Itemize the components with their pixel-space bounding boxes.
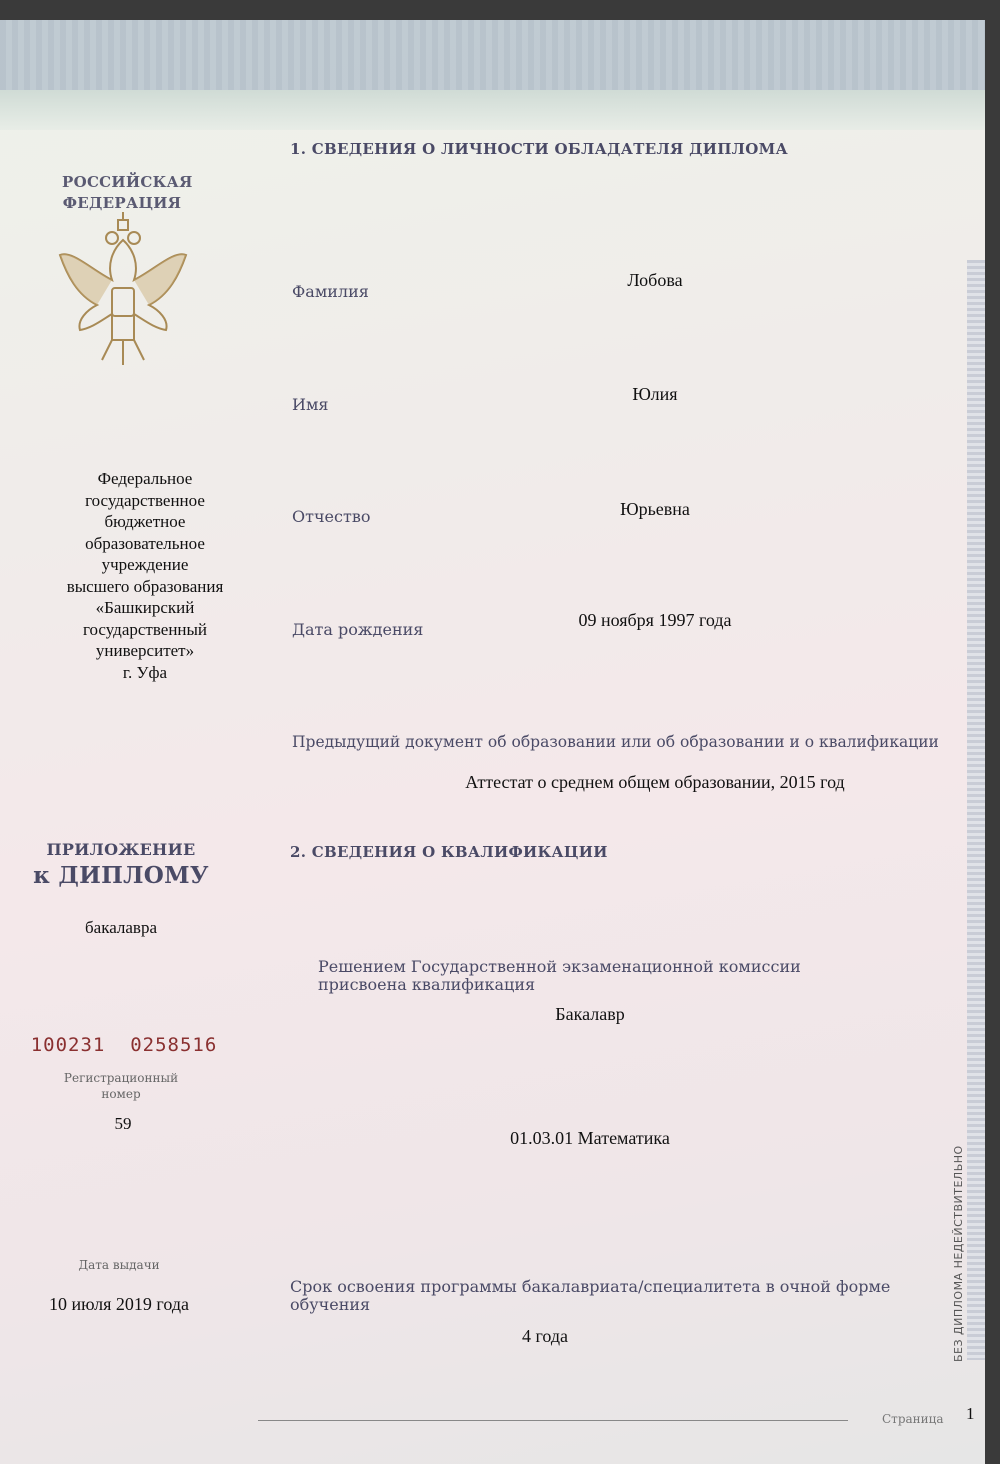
name-value: Юлия (632, 384, 678, 404)
institution-line: «Башкирский (95, 598, 195, 617)
issue-date: 10 июля 2019 года (49, 1294, 189, 1314)
institution-line: бюджетное (104, 512, 186, 531)
registration-label: Регистрационный номер (63, 1071, 179, 1101)
page-number: 1 (966, 1404, 975, 1423)
name-label: Имя (292, 395, 329, 414)
issue-date-label: Дата выдачи (78, 1258, 160, 1272)
institution-line: государственное (85, 490, 205, 510)
duration-value: 4 года (521, 1326, 569, 1346)
patronymic-label: Отчество (292, 507, 371, 526)
previous-document-label: Предыдущий документ об образовании или об образовании и о квалификации (292, 733, 939, 751)
decorative-band (0, 20, 985, 90)
birth-date-label: Дата рождения (292, 620, 424, 639)
patronymic-value: Юрьевна (620, 499, 690, 519)
page-label: Страница (882, 1412, 944, 1426)
serial-number: 100231 0258516 (30, 1034, 218, 1056)
institution-line: университет» (95, 641, 195, 660)
appendix-heading: ПРИЛОЖЕНИЕ (46, 840, 196, 859)
institution-name (40, 468, 250, 683)
invalid-without-diploma-note: БЕЗ ДИПЛОМА НЕДЕЙСТВИТЕЛЬНО (952, 1145, 965, 1362)
institution-line: г. Уфа (122, 662, 168, 682)
coat-of-arms-icon (52, 210, 194, 370)
specialty-value: 01.03.01 Математика (510, 1128, 670, 1148)
institution-line: государственный (82, 619, 208, 639)
institution-line: высшего образования (66, 576, 224, 596)
degree-level: бакалавра (85, 918, 157, 937)
footer-divider (258, 1420, 848, 1421)
country-heading: РОССИЙСКАЯ ФЕДЕРАЦИЯ (62, 173, 193, 212)
institution-line: Федеральное (97, 469, 193, 488)
institution-line: учреждение (101, 555, 189, 574)
qualification-value: Бакалавр (555, 1004, 625, 1024)
section1-title: 1. СВЕДЕНИЯ О ЛИЧНОСТИ ОБЛАДАТЕЛЯ ДИПЛОМА (290, 140, 789, 158)
decorative-band-gradient (0, 90, 985, 130)
surname-value: Лобова (627, 270, 683, 290)
duration-label: Срок освоения программы бакалавриата/специалитета в очной форме обучения (290, 1277, 891, 1314)
decorative-edge (967, 260, 985, 1360)
surname-label: Фамилия (292, 282, 369, 301)
appendix-subheading: к ДИПЛОМУ (33, 862, 209, 889)
registration-number: 59 (114, 1114, 132, 1133)
birth-date-value: 09 ноября 1997 года (578, 610, 732, 630)
previous-document-value: Аттестат о среднем общем образовании, 2015 год (465, 772, 845, 792)
institution-line: образовательное (85, 533, 205, 553)
section2-title: 2. СВЕДЕНИЯ О КВАЛИФИКАЦИИ (290, 843, 608, 861)
qualification-label: Решением Государственной экзаменационной комиссии присвоена квалификация (318, 957, 801, 994)
